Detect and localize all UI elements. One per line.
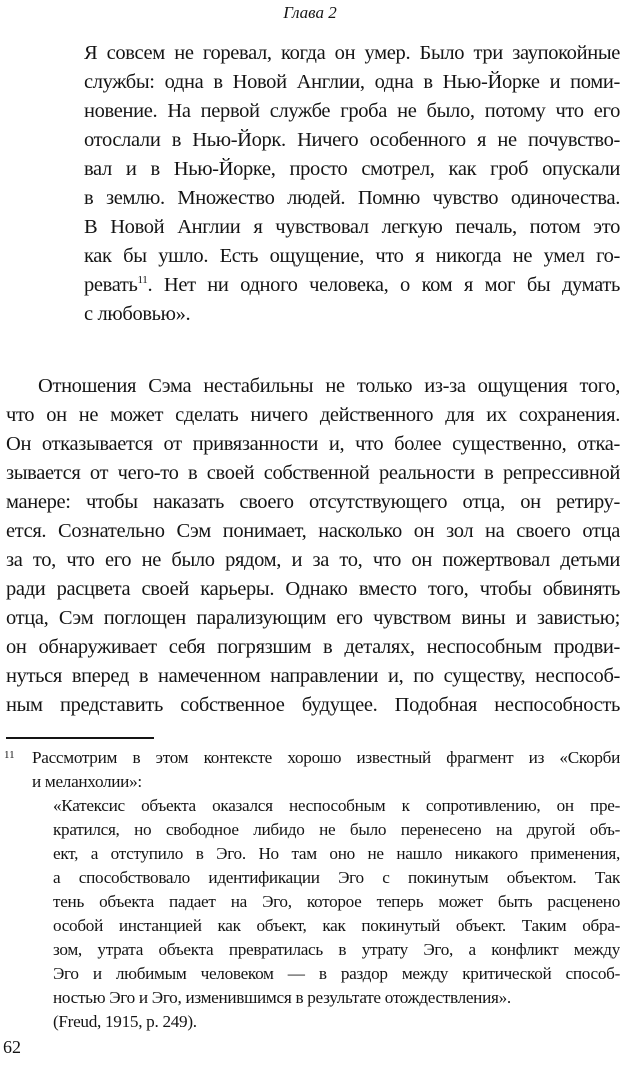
footnote-quote-line: зом, утрата объекта превратилась в утрату Эго, а конфликт между xyxy=(53,940,620,959)
footnote-quote-line: особой инстанцией как объект, как покинутый объект. Таким обра- xyxy=(53,916,620,935)
footnote-number: 11 xyxy=(4,749,15,761)
quote-text: Нет ни одного человека, о ком я мог бы думать xyxy=(163,274,620,296)
footnote-quote-line: тень объекта падает на Эго, которое теперь может быть расценено xyxy=(53,892,620,911)
footnote-quote-line: а способствовало идентификации Эго с покинутым объектом. Так xyxy=(53,868,620,887)
footnote-line: Рассмотрим в этом контексте хорошо известный фрагмент из «Скорби xyxy=(32,748,620,767)
quote-line: службы: одна в Новой Англии, одна в Нью-Йорке и поми- xyxy=(84,71,620,93)
page-number: 62 xyxy=(3,1037,21,1057)
paragraph-line: Он отказывается от привязанности и, что более существенно, отка- xyxy=(6,433,620,455)
quote-line: отослали в Нью-Йорк. Ничего особенного я не почувство- xyxy=(84,129,620,151)
running-head: Глава 2 xyxy=(283,3,337,22)
paragraph-line: за то, что его не было рядом, и за то, что он пожертвовал детьми xyxy=(6,549,620,571)
quote-line: в землю. Множество людей. Помню чувство одиночества. xyxy=(84,187,620,209)
quote-line: новение. На первой службе гроба не было, потому что его xyxy=(84,100,620,122)
footnote-quote-line: ект, а отступило в Эго. Но там оно не нашло никакого применения, xyxy=(53,844,620,863)
paragraph-line: ради расцвета своей карьеры. Однако вместо того, чтобы обвинять xyxy=(6,578,620,600)
footnote-reference[interactable]: 11 xyxy=(137,274,148,286)
footnote-citation: (Freud, 1915, p. 249). xyxy=(53,1012,197,1031)
footnote-quote-line: Эго и любимым человеком — в раздор между критической способ- xyxy=(53,964,620,983)
paragraph-line: ется. Сознательно Сэм понимает, насколько он зол на своего отца xyxy=(6,520,620,542)
footnote-quote-line: «Катексис объекта оказался неспособным к сопротивлению, он пре- xyxy=(53,796,620,815)
footnote-line: и меланхолии»: xyxy=(32,772,142,791)
paragraph-line: зывается от чего-то в своей собственной реальности в репрессивной xyxy=(6,462,620,484)
footnote-quote-line: ностью Эго и Эго, изменившимся в результате отождествления». xyxy=(53,988,511,1007)
paragraph-line: Отношения Сэма нестабильны не только из-за ощущения того, xyxy=(38,375,620,397)
paragraph-line: отца, Сэм поглощен парализующим его чувством вины и завистью; xyxy=(6,607,620,629)
paragraph-line: нуться вперед в намеченном направлении и, по существу, неспособ- xyxy=(6,665,620,687)
quote-line: с любовью». xyxy=(84,303,191,325)
footnote-separator xyxy=(6,737,154,739)
paragraph-line: ным представить собственное будущее. Подобная неспособность xyxy=(6,694,620,716)
quote-text: ревать xyxy=(84,274,138,296)
quote-line: Я совсем не горевал, когда он умер. Было три заупокойные xyxy=(84,42,620,64)
paragraph-line: что он не может сделать ничего действенного для их сохранения. xyxy=(6,404,620,426)
quote-text: . xyxy=(147,274,164,296)
paragraph-line: он обнаруживает себя погрязшим в деталях, неспособным продви- xyxy=(6,636,620,658)
quote-line: как бы ушло. Есть ощущение, что я никогда не умел го- xyxy=(84,245,620,267)
paragraph-line: манере: чтобы наказать своего отсутствующего отца, он ретиру- xyxy=(6,491,620,513)
quote-line: вал и в Нью-Йорке, просто смотрел, как гроб опускали xyxy=(84,158,620,180)
quote-line xyxy=(84,270,620,300)
quote-line: В Новой Англии я чувствовал легкую печаль, потом это xyxy=(84,216,620,238)
footnote-quote-line: кратился, но свободное либидо не было перенесено на другой объ- xyxy=(53,820,620,839)
